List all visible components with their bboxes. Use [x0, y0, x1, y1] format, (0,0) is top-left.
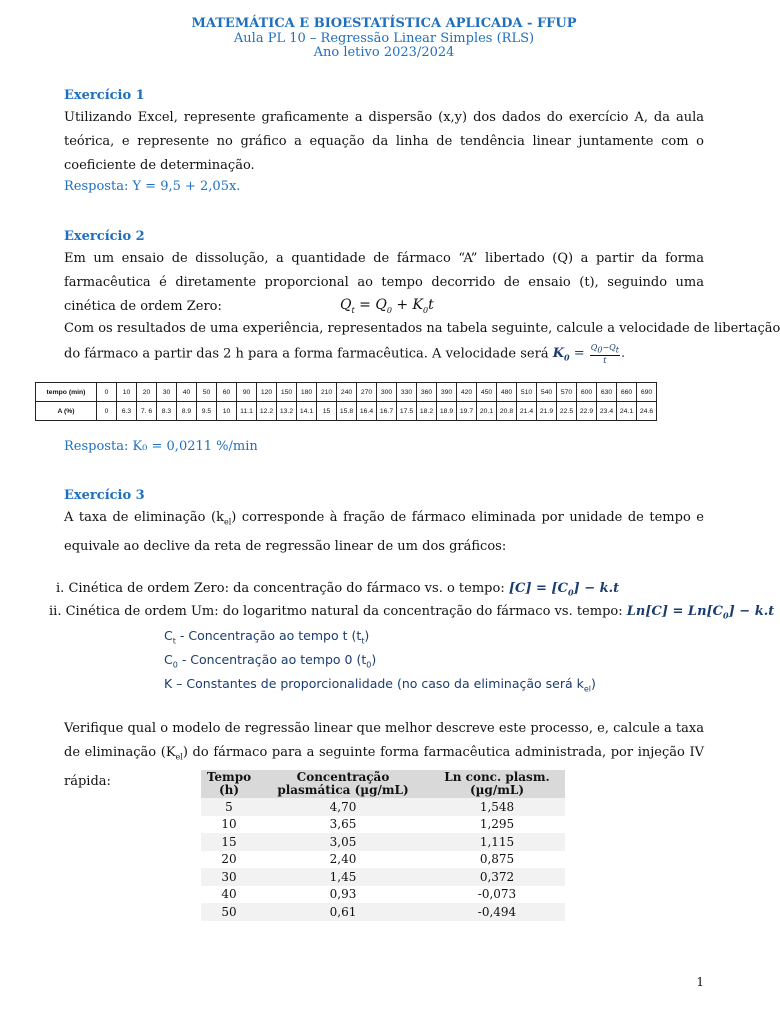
ln-concentration-value: 0,875 — [429, 851, 565, 869]
dissolution-table — [35, 382, 657, 421]
percent-cell: 9.5 — [197, 402, 217, 421]
percent-cell: 0 — [97, 402, 117, 421]
concentration-table — [201, 770, 565, 921]
percent-cell: 6.3 — [117, 402, 137, 421]
tempo-cell: 540 — [537, 383, 557, 402]
definition-c0-text: - Concentração ao tempo 0 (t — [181, 652, 367, 667]
item-i-text: Cinética de ordem Zero: da concentração do fármaco vs. o tempo: — [68, 581, 505, 596]
table-row — [201, 851, 565, 869]
tempo-cell: 300 — [377, 383, 397, 402]
table-row — [201, 833, 565, 851]
tempo-cell: 120 — [257, 383, 277, 402]
header-ln-concentration: Ln conc. plasm. (µg/mL) — [429, 770, 565, 798]
ex3-text-sub: el — [223, 517, 232, 527]
table-row — [201, 886, 565, 904]
percent-cell: 8.9 — [177, 402, 197, 421]
course-title: MATEMÁTICA E BIOESTATÍSTICA APLICADA - FFUP — [191, 16, 577, 31]
lesson-subtitle: Aula PL 10 – Regressão Linear Simples (RLS) — [233, 30, 535, 46]
tempo-cell: 600 — [577, 383, 597, 402]
tempo-cell: 510 — [517, 383, 537, 402]
ex3-text-start: A taxa de eliminação (k — [64, 510, 224, 525]
academic-year: Ano letivo 2023/2024 — [313, 45, 455, 60]
exercise-3-heading: Exercício 3 — [64, 488, 145, 503]
percent-cell: 16.4 — [357, 402, 377, 421]
concentration-value: 2,40 — [257, 851, 429, 869]
header-tempo: Tempo (h) — [201, 770, 257, 798]
tempo-cell: 210 — [317, 383, 337, 402]
ln-concentration-value: 1,548 — [429, 798, 565, 816]
percent-cell: 11.1 — [237, 402, 257, 421]
ex3-text-rest: ) corresponde à fração de fármaco eliminada por unidade de tempo e equivale ao declive da reta de regressão linear de um dos gráficos: — [64, 510, 704, 554]
tempo-value: 50 — [201, 903, 257, 921]
concentration-value: 3,05 — [257, 833, 429, 851]
exercise-1-answer: Resposta: Y = 9,5 + 2,05x. — [64, 179, 241, 194]
tempo-value: 15 — [201, 833, 257, 851]
percent-cell: 24.1 — [617, 402, 637, 421]
percent-cell: 8.3 — [157, 402, 177, 421]
exercise-1-text: Utilizando Excel, represente graficamente a dispersão (x,y) dos dados do exercício A, da aula teórica, e represente no gráfico a equação da linha de tendência linear juntamente com o coeficiente de determinação. — [64, 110, 704, 173]
zero-order-equation: $Q_t = Q_0 + K_0t$ — [340, 297, 434, 315]
percent-cell: 24.6 — [637, 402, 657, 421]
tempo-cell: 0 — [97, 383, 117, 402]
exercise-2-answer: Resposta: K₀ = 0,0211 %/min — [64, 439, 258, 454]
velocity-formula: $K_0$ = $\frac{Q_0-Q_t}{t}$ . — [552, 343, 626, 365]
exercise-1-heading: Exercício 1 — [64, 88, 145, 103]
tempo-cell: 420 — [457, 383, 477, 402]
percent-row — [36, 402, 657, 421]
tempo-cell: 690 — [637, 383, 657, 402]
percent-cell: 23.4 — [597, 402, 617, 421]
tempo-cell: 30 — [157, 383, 177, 402]
percent-cell: 21.4 — [517, 402, 537, 421]
item-ii — [49, 604, 774, 621]
percent-cell: 19.7 — [457, 402, 477, 421]
table-row — [201, 868, 565, 886]
percent-cell: 21.9 — [537, 402, 557, 421]
tempo-cell: 90 — [237, 383, 257, 402]
tempo-cell: 480 — [497, 383, 517, 402]
tempo-cell: 40 — [177, 383, 197, 402]
percent-cell: 17.5 — [397, 402, 417, 421]
tempo-label: tempo (min) — [36, 383, 97, 402]
percent-cell: 15 — [317, 402, 337, 421]
percent-cell: 15.8 — [337, 402, 357, 421]
table-row — [201, 903, 565, 921]
ln-concentration-value: -0,494 — [429, 903, 565, 921]
exercise-2-heading: Exercício 2 — [64, 229, 145, 244]
percent-cell: 14.1 — [297, 402, 317, 421]
page-number: 1 — [696, 975, 704, 989]
tempo-cell: 450 — [477, 383, 497, 402]
header-concentration: Concentração plasmática (µg/mL) — [257, 770, 429, 798]
percent-cell: 20.1 — [477, 402, 497, 421]
percent-cell: 7. 6 — [137, 402, 157, 421]
tempo-cell: 270 — [357, 383, 377, 402]
tempo-cell: 390 — [437, 383, 457, 402]
exercise-2-text-line3 — [64, 343, 625, 365]
tempo-row — [36, 383, 657, 402]
definition-c0: $C_0$ - Concentração ao tempo 0 $(t_0)$ — [164, 652, 377, 670]
table-row — [201, 798, 565, 816]
concentration-value: 1,45 — [257, 868, 429, 886]
tempo-cell: 150 — [277, 383, 297, 402]
ln-concentration-value: 0,372 — [429, 868, 565, 886]
tempo-cell: 570 — [557, 383, 577, 402]
tempo-cell: 630 — [597, 383, 617, 402]
zero-order-formula: $[C] = [C_0] - k.t$ — [508, 581, 620, 598]
concentration-value: 0,93 — [257, 886, 429, 904]
tempo-cell: 20 — [137, 383, 157, 402]
percent-cell: 18.2 — [417, 402, 437, 421]
ln-concentration-value: 1,115 — [429, 833, 565, 851]
first-order-formula: $Ln[C] = Ln[C_0] - k.t$ — [626, 604, 775, 621]
tempo-value: 40 — [201, 886, 257, 904]
item-i — [56, 581, 619, 598]
tempo-value: 10 — [201, 816, 257, 834]
percent-cell: 22.9 — [577, 402, 597, 421]
tempo-cell: 10 — [117, 383, 137, 402]
tempo-cell: 240 — [337, 383, 357, 402]
tempo-value: 5 — [201, 798, 257, 816]
percent-cell: 12.2 — [257, 402, 277, 421]
velocity-text: do fármaco a partir das 2 h para a forma farmacêutica. A velocidade será — [64, 346, 549, 362]
exercise-2-text: Em um ensaio de dissolução, a quantidade de fármaco “A” libertado (Q) a partir da forma farmacêutica é diretamente proporcional ao tempo decorrido de ensaio (t), seguindo uma cinética de ordem Zero: — [64, 251, 704, 314]
concentration-value: 4,70 — [257, 798, 429, 816]
tempo-cell: 60 — [217, 383, 237, 402]
tempo-value: 30 — [201, 868, 257, 886]
item-ii-number: ii. — [49, 604, 62, 619]
percent-cell: 10 — [217, 402, 237, 421]
tempo-cell: 330 — [397, 383, 417, 402]
item-ii-text: Cinética de ordem Um: do logaritmo natural da concentração do fármaco vs. tempo: — [65, 604, 623, 619]
definition-ct: $C_t$ - Concentração ao tempo t $(t_t)$ — [164, 628, 370, 646]
ex3-question-start: Verifique qual o modelo de regressão linear que melhor descreve este processo, e, calcule a taxa de eliminação (K — [64, 721, 704, 760]
concentration-value: 3,65 — [257, 816, 429, 834]
tempo-cell: 50 — [197, 383, 217, 402]
ln-concentration-value: -0,073 — [429, 886, 565, 904]
table-row — [201, 816, 565, 834]
concentration-value: 0,61 — [257, 903, 429, 921]
percent-label: A (%) — [36, 402, 97, 421]
tempo-cell: 660 — [617, 383, 637, 402]
concentration-table-header — [201, 770, 565, 798]
percent-cell: 13.2 — [277, 402, 297, 421]
definition-k: K – Constantes de proporcionalidade (no caso da eliminação será $k_{el}$) — [164, 676, 596, 694]
exercise-3-text — [64, 506, 704, 559]
definition-k-text: K – Constantes de proporcionalidade (no caso da eliminação será k — [164, 676, 584, 691]
percent-cell: 16.7 — [377, 402, 397, 421]
percent-cell: 22.5 — [557, 402, 577, 421]
ln-concentration-value: 1,295 — [429, 816, 565, 834]
document-header — [0, 17, 768, 61]
ex3-question-rest: ) do fármaco para a seguinte forma farmacêutica administrada, por injeção IV rápida: — [64, 745, 704, 789]
tempo-cell: 180 — [297, 383, 317, 402]
tempo-value: 20 — [201, 851, 257, 869]
definition-ct-text: - Concentração ao tempo t (t — [179, 628, 362, 643]
tempo-cell: 360 — [417, 383, 437, 402]
item-i-number: i. — [56, 581, 65, 596]
percent-cell: 20.8 — [497, 402, 517, 421]
percent-cell: 18.9 — [437, 402, 457, 421]
exercise-3-question: Verifique qual o modelo de regressão linear que melhor descreve este processo, e, calcule a taxa de eliminação $(K_{el})$ do fármaco para a seguinte forma farmacêutica administrada, por injeção IV rápida: — [64, 721, 704, 789]
exercise-2-text-line2: Com os resultados de uma experiência, representados na tabela seguinte, calcule a velocidade de libertação — [64, 321, 780, 336]
